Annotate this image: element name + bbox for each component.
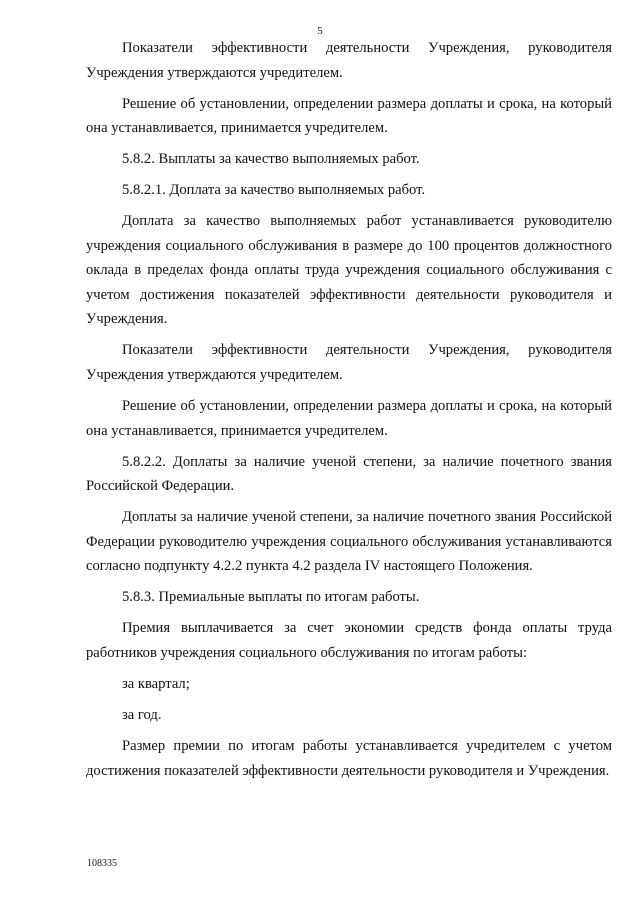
paragraph-performance-indicators: Показатели эффективности деятельности Учреждения, руководителя Учреждения утверждаются учредителем. [86,40,612,81]
section-heading-5-8-2-2: 5.8.2.2. Доплаты за наличие ученой степени, за наличие почетного звания Российской Федерации. [86,453,612,495]
paragraph-degree-bonus: Доплаты за наличие ученой степени, за наличие почетного звания Российской Федерации руководителю учреждения социального обслуживания устанавливаются согласно подпункту 4.2.2 пункта 4.2 раздела IV настоящего Положения. [86,509,612,575]
paragraph-premium-size: Размер премии по итогам работы устанавливается учредителем с учетом достижения показателей эффективности деятельности руководителя и Учреждения. [86,738,612,779]
paragraph-bonus-decision-2: Решение об установлении, определении размера доплаты и срока, на который она устанавливается, принимается учредителем. [86,398,612,439]
section-heading-5-8-3: 5.8.3. Премиальные выплаты по итогам работы. [122,589,420,606]
document-id: 108335 [87,858,117,869]
paragraph-premium-payment: Премия выплачивается за счет экономии средств фонда оплаты труда работников учреждения социального обслуживания по итогам работы: [86,620,612,661]
list-item-year: за год. [122,707,162,724]
paragraph-quality-bonus: Доплата за качество выполняемых работ устанавливается руководителю учреждения социального обслуживания в размере до 100 процентов должностного оклада в пределах фонда оплаты труда учреждения социального обслуживания с учетом достижения показателей эффективности деятельности руководителя и Учреждения. [86,213,612,328]
list-item-quarter: за квартал; [122,676,190,693]
section-heading-5-8-2-1: 5.8.2.1. Доплата за качество выполняемых работ. [122,182,426,199]
document-body [86,36,612,790]
section-heading-5-8-2: 5.8.2. Выплаты за качество выполняемых работ. [122,151,420,168]
paragraph-bonus-decision: Решение об установлении, определении размера доплаты и срока, на который она устанавливается, принимается учредителем. [86,95,612,137]
paragraph-performance-indicators-2: Показатели эффективности деятельности Учреждения, руководителя Учреждения утверждаются учредителем. [86,342,612,383]
page-number: 5 [317,25,323,37]
